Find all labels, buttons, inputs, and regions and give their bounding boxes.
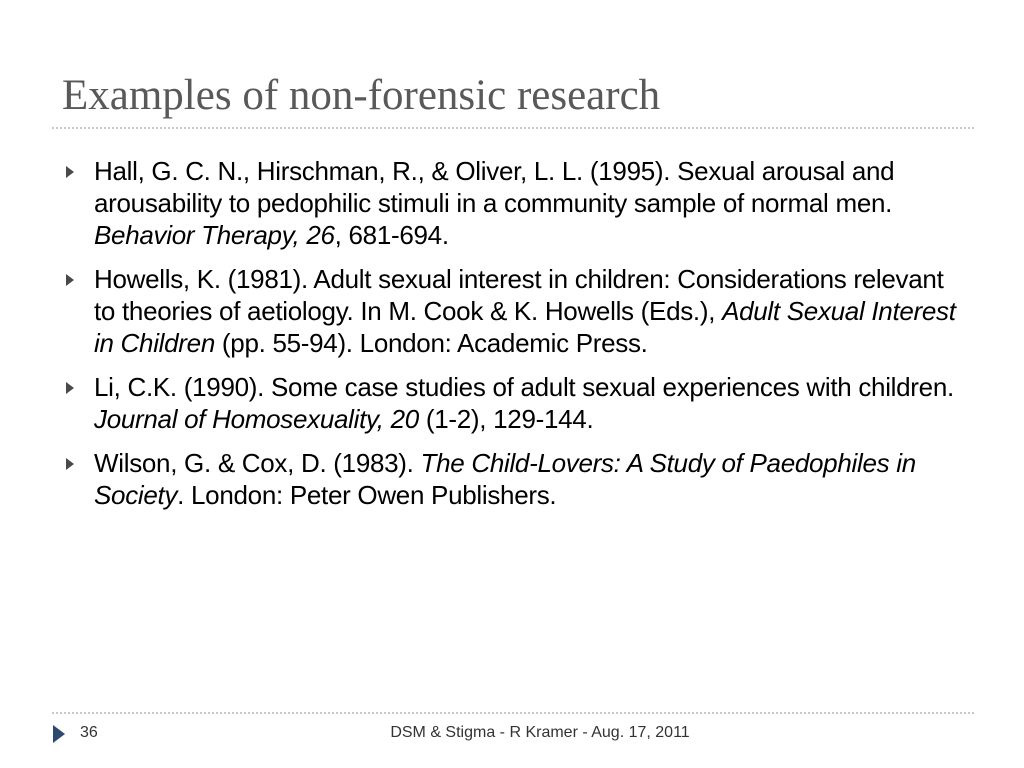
- triangle-bullet-icon: [66, 274, 74, 286]
- reference-item: [60, 263, 965, 359]
- reference-item: [60, 447, 965, 511]
- reference-segment: Howells, K. (1981). Adult sexual interest in children: Considerations relevant to theories of aetiology. In M. Cook & K. Howells (Eds.),: [94, 264, 944, 326]
- reference-text: [94, 448, 916, 510]
- reference-segment: (1-2), 129-144.: [418, 404, 594, 434]
- footer-text: DSM & Stigma - R Kramer - Aug. 17, 2011: [390, 724, 690, 741]
- title-divider: [52, 127, 974, 129]
- slide-number: 36: [80, 724, 98, 741]
- reference-item: [60, 371, 965, 435]
- triangle-marker-icon: [53, 725, 65, 743]
- reference-segment: Wilson, G. & Cox, D. (1983).: [94, 448, 421, 478]
- reference-text: [94, 264, 956, 358]
- slide-title: Examples of non-forensic research: [62, 72, 661, 119]
- reference-italic-segment: Journal of Homosexuality, 20: [94, 404, 419, 434]
- reference-segment: Hall, G. C. N., Hirschman, R., & Oliver, L. L. (1995). Sexual arousal and arousability to pedophilic stimuli in a community sample of normal men.: [94, 156, 895, 218]
- reference-segment: Li, C.K. (1990). Some case studies of adult sexual experiences with children.: [94, 372, 954, 402]
- triangle-bullet-icon: [66, 458, 74, 470]
- reference-segment: , 681-694.: [334, 220, 449, 250]
- reference-list: [60, 155, 965, 523]
- reference-text: [94, 372, 954, 434]
- reference-segment: (pp. 55-94). London: Academic Press.: [215, 328, 648, 358]
- reference-text: [94, 156, 894, 250]
- reference-italic-segment: The Child-Lovers: A Study of Paedophiles in Society: [94, 448, 916, 510]
- triangle-bullet-icon: [66, 166, 74, 178]
- reference-italic-segment: Adult Sexual Interest in Children: [94, 296, 956, 358]
- reference-segment: . London: Peter Owen Publishers.: [177, 480, 557, 510]
- footer-divider: [52, 712, 974, 714]
- reference-item: [60, 155, 965, 251]
- triangle-bullet-icon: [66, 382, 74, 394]
- reference-italic-segment: Behavior Therapy, 26: [94, 220, 335, 250]
